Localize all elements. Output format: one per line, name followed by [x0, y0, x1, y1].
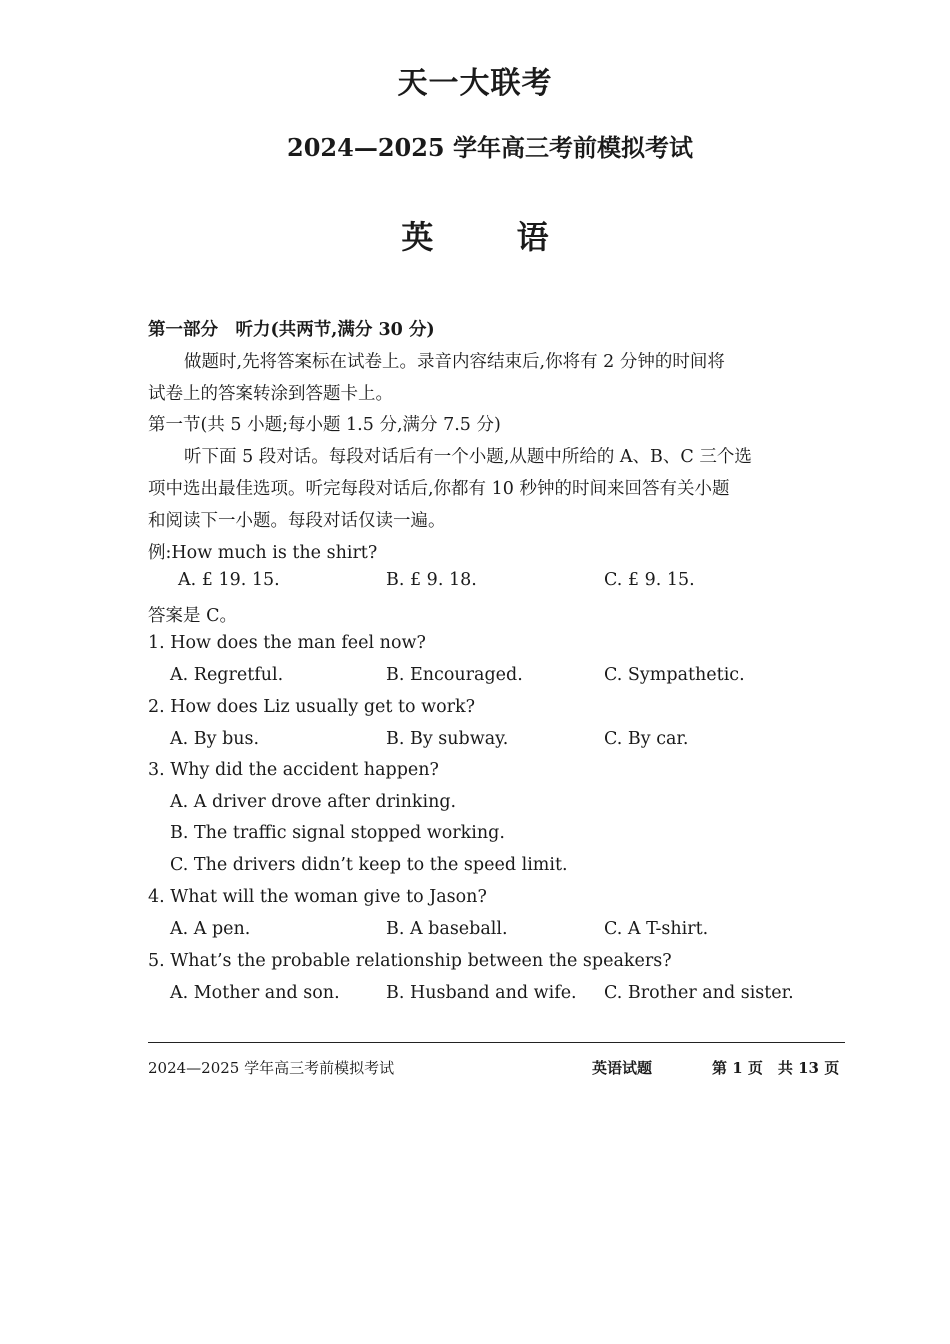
footer-subject: 英语试题	[592, 1059, 653, 1077]
intro-line-2: 试卷上的答案转涂到答题卡上。	[148, 384, 393, 404]
question-1-option-b: B. Encouraged.	[386, 665, 523, 685]
question-5-option-b: B. Husband and wife.	[386, 983, 577, 1003]
question-2-option-b: B. By subway.	[386, 729, 509, 749]
question-1-option-a: A. Regretful.	[170, 665, 284, 685]
footer-divider	[148, 1042, 845, 1043]
question-5-stem: 5. What’s the probable relationship between the speakers?	[148, 951, 672, 971]
question-5-option-a: A. Mother and son.	[170, 983, 340, 1003]
question-2-option-c: C. By car.	[604, 729, 689, 749]
question-4-stem: 4. What will the woman give to Jason?	[148, 887, 487, 907]
question-4-option-c: C. A T-shirt.	[604, 919, 709, 939]
question-4-option-a: A. A pen.	[170, 919, 251, 939]
question-1-option-c: C. Sympathetic.	[604, 665, 745, 685]
exam-org-title: 天一大联考	[397, 66, 553, 101]
subject-title: 英 语	[401, 218, 585, 256]
question-2-option-a: A. By bus.	[170, 729, 260, 749]
section1-heading: 第一节(共 5 小题;每小题 1.5 分,满分 7.5 分)	[148, 415, 501, 435]
question-3-option-c: C. The drivers didn’t keep to the speed limit.	[170, 855, 568, 875]
exam-name-title: 2024—2025 学年高三考前模拟考试	[287, 133, 693, 162]
question-3-option-a: A. A driver drove after drinking.	[170, 792, 457, 812]
question-3-option-b: B. The traffic signal stopped working.	[170, 823, 505, 843]
intro-line-1: 做题时,先将答案标在试卷上。录音内容结束后,你将有 2 分钟的时间将	[184, 352, 725, 372]
question-4-option-b: B. A baseball.	[386, 919, 508, 939]
instruction-line-2: 项中选出最佳选项。听完每段对话后,你都有 10 秒钟的时间来回答有关小题	[148, 479, 730, 499]
question-3-stem: 3. Why did the accident happen?	[148, 760, 439, 780]
example-option-c: C. £ 9. 15.	[604, 570, 695, 590]
example-answer: 答案是 C。	[148, 606, 237, 626]
instruction-line-3: 和阅读下一小题。每段对话仅读一遍。	[148, 511, 446, 531]
instruction-line-1: 听下面 5 段对话。每段对话后有一个小题,从题中所给的 A、B、C 三个选	[184, 447, 752, 467]
question-2-stem: 2. How does Liz usually get to work?	[148, 697, 475, 717]
part1-heading: 第一部分 听力(共两节,满分 30 分)	[148, 320, 435, 340]
question-5-option-c: C. Brother and sister.	[604, 983, 794, 1003]
footer-page-number: 第 1 页 共 13 页	[712, 1059, 840, 1077]
example-question: 例:How much is the shirt?	[148, 543, 378, 563]
question-1-stem: 1. How does the man feel now?	[148, 633, 426, 653]
example-option-a: A. £ 19. 15.	[178, 570, 280, 590]
footer-exam-name: 2024—2025 学年高三考前模拟考试	[148, 1059, 395, 1077]
example-option-b: B. £ 9. 18.	[386, 570, 477, 590]
